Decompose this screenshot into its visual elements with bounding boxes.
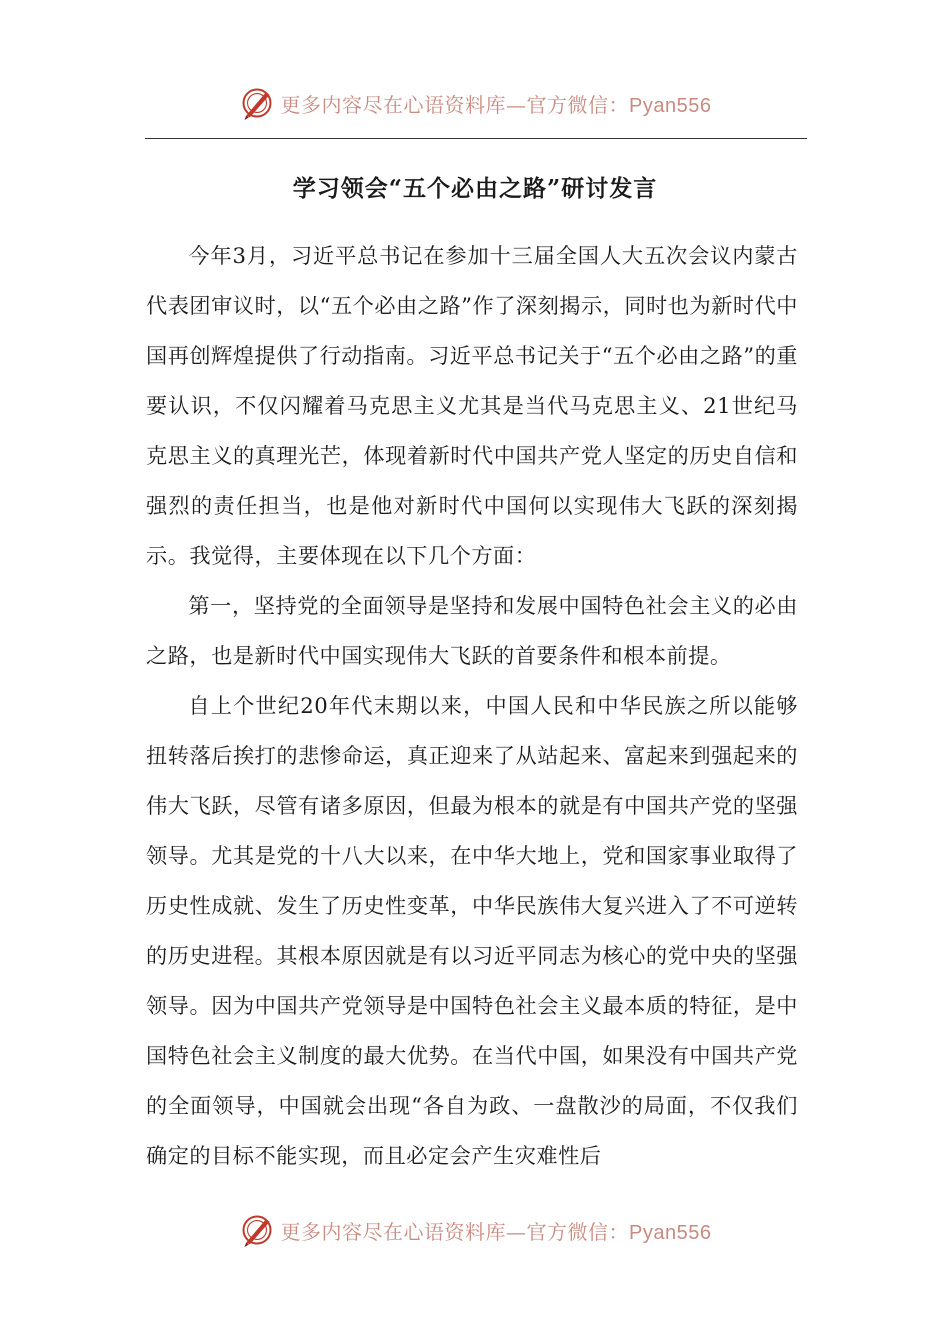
footer-wechat-handle: Pyan556: [629, 1221, 712, 1244]
header-banner: [0, 78, 950, 128]
paragraph: 今年3月，习近平总书记在参加十三届全国人大五次会议内蒙古代表团审议时，以“五个必由之路”作了深刻揭示，同时也为新时代中国再创辉煌提供了行动指南。习近平总书记关于“五个必由之路”的重要认识，不仅闪耀着马克思主义尤其是当代马克思主义、21世纪马克思主义的真理光芒，体现着新时代中国共产党人坚定的历史自信和强烈的责任担当，也是他对新时代中国何以实现伟大飞跃的深刻揭示。我觉得，主要体现在以下几个方面：: [146, 243, 798, 568]
paragraph: 自上个世纪20年代末期以来，中国人民和中华民族之所以能够扭转落后挨打的悲惨命运，真正迎来了从站起来、富起来到强起来的伟大飞跃，尽管有诸多原因，但最为根本的就是有中国共产党的坚强领导。尤其是党的十八大以来，在中华大地上，党和国家事业取得了历史性成就、发生了历史性变革，中华民族伟大复兴进入了不可逆转的历史进程。其根本原因就是有以习近平同志为核心的党中央的坚强领导。因为中国共产党领导是中国特色社会主义最本质的特征，是中国特色社会主义制度的最大优势。在当代中国，如果没有中国共产党的全面领导，中国就会出现“各自为政、一盘散沙的局面，不仅我们确定的目标不能实现，而且必定会产生灾难性后: [146, 693, 798, 1168]
header-banner-text: [281, 89, 712, 118]
document-body: [146, 231, 798, 1181]
footer-banner-text: [281, 1216, 712, 1245]
header-wechat-handle: Pyan556: [629, 94, 712, 117]
footer-banner-label: 更多内容尽在心语资料库—官方微信：: [280, 1219, 630, 1244]
document-title: 学习领会“五个必由之路”研讨发言: [292, 175, 658, 202]
footer-banner: [0, 1205, 950, 1255]
header-banner-label: 更多内容尽在心语资料库—官方微信：: [280, 92, 630, 117]
pen-logo-icon: [239, 1212, 275, 1248]
paragraph: 第一，坚持党的全面领导是坚持和发展中国特色社会主义的必由之路，也是新时代中国实现伟大飞跃的首要条件和根本前提。: [146, 593, 798, 668]
header-divider: [145, 138, 807, 139]
pen-logo-icon: [239, 85, 275, 121]
